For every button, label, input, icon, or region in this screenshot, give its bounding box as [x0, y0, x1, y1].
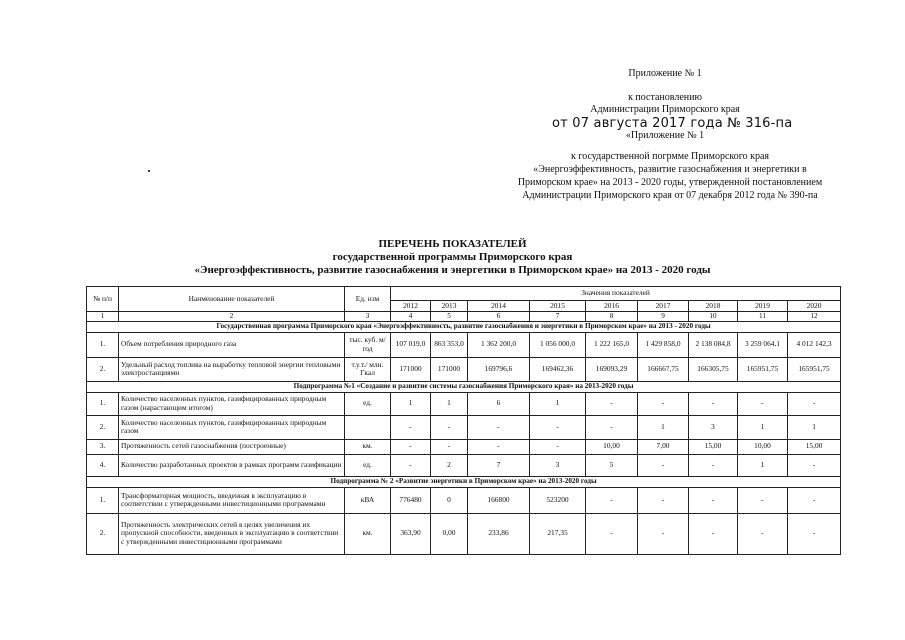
- indicator-value: -: [586, 513, 638, 554]
- indicator-unit: ед.: [345, 392, 391, 415]
- indicator-value: -: [738, 513, 788, 554]
- program-line: «Энергоэффективность, развитие газоснабжения и энергетики в: [533, 164, 807, 175]
- header-name: Наименование показателей: [119, 287, 345, 312]
- indicator-unit: [345, 415, 391, 439]
- year-header: 2019: [738, 301, 788, 312]
- indicator-value: -: [586, 392, 638, 415]
- year-header: 2017: [638, 301, 689, 312]
- indicator-value: -: [788, 513, 841, 554]
- indicator-value: 1: [738, 454, 788, 476]
- indicator-value: -: [788, 487, 841, 513]
- table-row: [87, 357, 841, 381]
- document-subtitle: государственной программы Приморского края: [332, 251, 573, 263]
- indicator-value: -: [689, 513, 738, 554]
- indicator-value: 15,00: [788, 439, 841, 454]
- indicator-value: 107 019,0: [391, 332, 431, 357]
- indicator-value: -: [468, 439, 530, 454]
- indicator-value: -: [689, 454, 738, 476]
- program-title: «Энергоэффективность, развитие газоснабжения и энергетики в Приморском крае» на 2013 - 2020 годы: [194, 264, 711, 276]
- row-number: 1.: [87, 332, 119, 357]
- indicator-value: 3: [689, 415, 738, 439]
- column-number: 3: [345, 312, 391, 322]
- year-header: 2016: [586, 301, 638, 312]
- indicator-value: -: [738, 487, 788, 513]
- indicator-value: 0: [431, 487, 468, 513]
- program-line: Администрации Приморского края от 07 декабря 2012 года № 390-па: [522, 190, 818, 201]
- program-reference: [480, 150, 860, 202]
- indicator-value: 10,00: [586, 439, 638, 454]
- row-number: 2.: [87, 415, 119, 439]
- indicator-value: 171000: [431, 357, 468, 381]
- row-number: 2.: [87, 513, 119, 554]
- indicator-name: Трансформаторная мощность, введенная в эксплуатацию в соответствии с утвержденными инвестиционными программами: [119, 487, 345, 513]
- indicator-value: 863 353,0: [431, 332, 468, 357]
- indicator-value: 169093,29: [586, 357, 638, 381]
- row-number: 1.: [87, 392, 119, 415]
- row-number: 1.: [87, 487, 119, 513]
- indicator-value: -: [431, 439, 468, 454]
- indicator-value: 1: [738, 415, 788, 439]
- indicator-name: Количество разработанных проектов в рамках программ газификации: [119, 454, 345, 476]
- program-line: Приморском крае» на 2013 - 2020 годы, утвержденной постановлением: [517, 177, 823, 188]
- row-number: 4.: [87, 454, 119, 476]
- indicator-value: 5: [586, 454, 638, 476]
- header-values: Значения показателей: [391, 287, 841, 301]
- column-number: 7: [530, 312, 586, 322]
- column-number: 4: [391, 312, 431, 322]
- indicator-name: Протяженность сетей газоснабжения (построенные): [119, 439, 345, 454]
- indicator-value: 3 259 064,1: [738, 332, 788, 357]
- indicator-unit: км.: [345, 513, 391, 554]
- indicator-value: -: [638, 487, 689, 513]
- indicator-unit: кВА: [345, 487, 391, 513]
- indicator-value: -: [586, 415, 638, 439]
- indicator-value: 6: [468, 392, 530, 415]
- indicator-value: 165951,75: [738, 357, 788, 381]
- indicator-value: 15,00: [689, 439, 738, 454]
- column-number: 8: [586, 312, 638, 322]
- table-row: [87, 439, 841, 454]
- table-row: [87, 454, 841, 476]
- indicator-value: 169796,6: [468, 357, 530, 381]
- indicator-value: 1 362 200,0: [468, 332, 530, 357]
- indicator-value: 1: [638, 415, 689, 439]
- year-header: 2013: [431, 301, 468, 312]
- indicator-value: 7,00: [638, 439, 689, 454]
- year-header: 2015: [530, 301, 586, 312]
- indicator-value: 171000: [391, 357, 431, 381]
- section-header-row: [87, 381, 841, 392]
- table-row: [87, 332, 841, 357]
- document-title: ПЕРЕЧЕНЬ ПОКАЗАТЕЛЕЙ: [378, 238, 527, 250]
- column-number: 1: [87, 312, 119, 322]
- indicator-value: -: [788, 454, 841, 476]
- section-header-row: [87, 476, 841, 487]
- section-title: Подпрограмма № 2 «Развитие энергетики в Приморском крае» на 2013-2020 годы: [87, 476, 841, 487]
- indicator-value: 2 138 084,8: [689, 332, 738, 357]
- indicator-value: -: [738, 392, 788, 415]
- column-numbers-row: [87, 312, 841, 322]
- resolution-date-stamp: от 07 августа 2017 года № 316-па: [552, 116, 793, 131]
- indicator-value: 1 429 858,0: [638, 332, 689, 357]
- indicator-value: 10,00: [738, 439, 788, 454]
- indicator-name: Удельный расход топлива на выработку тепловой энергии тепловыми электростанциями: [119, 357, 345, 381]
- row-number: 3.: [87, 439, 119, 454]
- indicator-value: -: [391, 439, 431, 454]
- column-number: 12: [788, 312, 841, 322]
- column-number: 2: [119, 312, 345, 322]
- year-header: 2020: [788, 301, 841, 312]
- column-number: 11: [738, 312, 788, 322]
- indicator-value: -: [788, 392, 841, 415]
- indicator-name: Протяженность электрических сетей в целях увеличения их пропускной способности, введенных в эксплуатацию в соответствии с утвержденными инвестиционными программами: [119, 513, 345, 554]
- indicator-value: 166667,75: [638, 357, 689, 381]
- stray-dot: [148, 170, 150, 172]
- indicator-value: -: [586, 487, 638, 513]
- indicator-value: 363,90: [391, 513, 431, 554]
- table-row: [87, 513, 841, 554]
- indicator-value: -: [530, 415, 586, 439]
- table-row: [87, 415, 841, 439]
- appendix-label: Приложение № 1: [628, 68, 702, 79]
- indicator-value: 7: [468, 454, 530, 476]
- year-header: 2014: [468, 301, 530, 312]
- column-number: 10: [689, 312, 738, 322]
- indicator-name: Объем потребления природного газа: [119, 332, 345, 357]
- year-header: 2012: [391, 301, 431, 312]
- indicator-value: 3: [530, 454, 586, 476]
- section-header-row: [87, 321, 841, 332]
- column-number: 9: [638, 312, 689, 322]
- indicator-name: Количество населенных пунктов, газифицированных природным газом (нарастающим итогом): [119, 392, 345, 415]
- indicator-value: -: [638, 392, 689, 415]
- indicator-value: 1: [391, 392, 431, 415]
- indicator-value: 1: [788, 415, 841, 439]
- indicator-value: 1 222 165,0: [586, 332, 638, 357]
- table-row: [87, 392, 841, 415]
- indicator-value: -: [431, 415, 468, 439]
- table-row: [87, 487, 841, 513]
- indicator-value: 233,86: [468, 513, 530, 554]
- indicator-value: 166800: [468, 487, 530, 513]
- indicator-value: 1: [431, 392, 468, 415]
- indicator-value: -: [689, 487, 738, 513]
- indicator-unit: км.: [345, 439, 391, 454]
- header-num: № п/п: [87, 287, 119, 312]
- indicator-value: -: [530, 439, 586, 454]
- appendix-label-2: «Приложение № 1: [625, 130, 705, 141]
- indicator-name: Количество населенных пунктов, газифицированных природным газом: [119, 415, 345, 439]
- indicator-value: 4 012 142,3: [788, 332, 841, 357]
- column-number: 5: [431, 312, 468, 322]
- section-title: Подпрограмма №1 «Создание и развитие системы газоснабжения Приморского края» на 2013-2020 годы: [87, 381, 841, 392]
- indicator-value: 2: [431, 454, 468, 476]
- indicator-unit: тыс. куб. м/год: [345, 332, 391, 357]
- indicator-unit: ед.: [345, 454, 391, 476]
- indicator-unit: т.у.т./ млн. Гкал: [345, 357, 391, 381]
- row-number: 2.: [87, 357, 119, 381]
- header-unit: Ед. изм: [345, 287, 391, 312]
- administration-label: Администрации Приморского края: [590, 104, 740, 115]
- to-resolution-label: к постановлению: [628, 92, 702, 103]
- indicator-value: -: [391, 415, 431, 439]
- indicator-value: 523200: [530, 487, 586, 513]
- column-number: 6: [468, 312, 530, 322]
- indicator-value: 776480: [391, 487, 431, 513]
- indicator-value: -: [689, 392, 738, 415]
- indicator-value: -: [391, 454, 431, 476]
- indicator-value: 1: [530, 392, 586, 415]
- indicator-value: 165951,75: [788, 357, 841, 381]
- year-header: 2018: [689, 301, 738, 312]
- program-line: к государственной погрмме Приморского края: [571, 151, 769, 162]
- indicator-value: 166305,75: [689, 357, 738, 381]
- indicator-value: -: [638, 454, 689, 476]
- indicator-value: -: [468, 415, 530, 439]
- indicator-value: -: [638, 513, 689, 554]
- indicator-value: 0,00: [431, 513, 468, 554]
- indicator-value: 169462,36: [530, 357, 586, 381]
- indicators-table: [86, 286, 841, 555]
- indicator-value: 217,35: [530, 513, 586, 554]
- section-title: Государственная программа Приморского края «Энергоэффективность, развитие газоснабжения и энергетики в Приморском крае» на 2013 - 2020 годы: [87, 321, 841, 332]
- indicator-value: 1 056 000,0: [530, 332, 586, 357]
